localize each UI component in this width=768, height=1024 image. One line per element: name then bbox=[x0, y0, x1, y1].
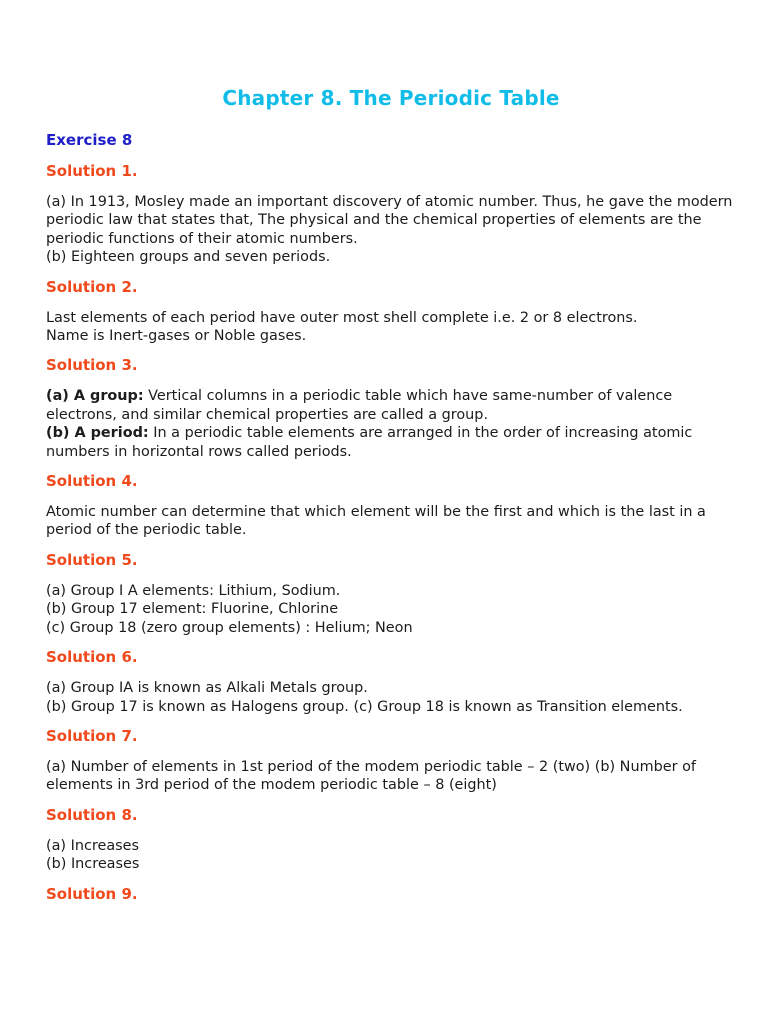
solution-7-heading: Solution 7. bbox=[46, 726, 138, 745]
solution-8-line-b: (b) Increases bbox=[46, 856, 140, 873]
document-page bbox=[46, 84, 736, 916]
solution-6-line-b: (b) Group 17 is known as Halogens group. (c) Group 18 is known as Transition elements. bbox=[46, 698, 683, 715]
solution-6-line-a: (a) Group IA is known as Alkali Metals group. bbox=[46, 680, 368, 697]
period-definition bbox=[46, 424, 736, 461]
solution-7-answer bbox=[46, 758, 736, 795]
solution-2-line-1: Last elements of each period have outer most shell complete i.e. 2 or 8 electrons. bbox=[46, 309, 638, 326]
solution-5-line-a: (a) Group I A elements: Lithium, Sodium. bbox=[46, 582, 341, 599]
solution-4-line-1: Atomic number can determine that which element will be the first and which is the last in a period of the periodic table. bbox=[46, 504, 706, 539]
solution-1-line-a: (a) In 1913, Mosley made an important discovery of atomic number. Thus, he gave the modern periodic law that states that, The physical and the chemical properties of elements are the periodic functions of their atomic numbers. bbox=[46, 194, 733, 247]
solution-2-line-2: Name is Inert-gases or Noble gases. bbox=[46, 328, 307, 345]
solution-6-heading: Solution 6. bbox=[46, 648, 138, 667]
solution-4-heading: Solution 4. bbox=[46, 472, 138, 491]
group-term: (a) A group: bbox=[46, 388, 144, 405]
solution-2-heading: Solution 2. bbox=[46, 277, 138, 296]
solution-4-answer bbox=[46, 503, 736, 540]
solution-5-heading: Solution 5. bbox=[46, 550, 138, 569]
solution-1-heading: Solution 1. bbox=[46, 162, 138, 180]
solution-9-heading: Solution 9. bbox=[46, 884, 138, 903]
solution-5-line-c: (c) Group 18 (zero group elements) : Helium; Neon bbox=[46, 619, 413, 636]
solution-6-answer bbox=[46, 679, 736, 716]
solution-3-heading: Solution 3. bbox=[46, 356, 138, 375]
solution-3-answer bbox=[46, 387, 736, 461]
group-definition bbox=[46, 387, 736, 424]
solution-2-answer bbox=[46, 309, 736, 346]
solution-1-line-b: (b) Eighteen groups and seven periods. bbox=[46, 249, 331, 266]
period-term: (b) A period: bbox=[46, 425, 149, 442]
solution-1-answer bbox=[46, 193, 736, 267]
solution-7-line-1: (a) Number of elements in 1st period of the modem periodic table – 2 (two) (b) Number of elements in 3rd period of the modem periodic table – 8 (eight) bbox=[46, 758, 696, 794]
solution-8-line-a: (a) Increases bbox=[46, 837, 140, 854]
solution-8-heading: Solution 8. bbox=[46, 805, 138, 824]
solution-5-answer bbox=[46, 582, 736, 637]
page-title: Chapter 8. The Periodic Table bbox=[222, 86, 560, 110]
solution-8-answer bbox=[46, 837, 736, 874]
solution-5-line-b: (b) Group 17 element: Fluorine, Chlorine bbox=[46, 601, 339, 618]
group-definition-text: Vertical columns in a periodic table which have same-number of valence electrons, and similar chemical properties are called a group. bbox=[46, 388, 673, 423]
period-definition-text: In a periodic table elements are arranged in the order of increasing atomic numbers in horizontal rows called periods. bbox=[46, 425, 693, 460]
exercise-heading: Exercise 8 bbox=[46, 131, 133, 149]
